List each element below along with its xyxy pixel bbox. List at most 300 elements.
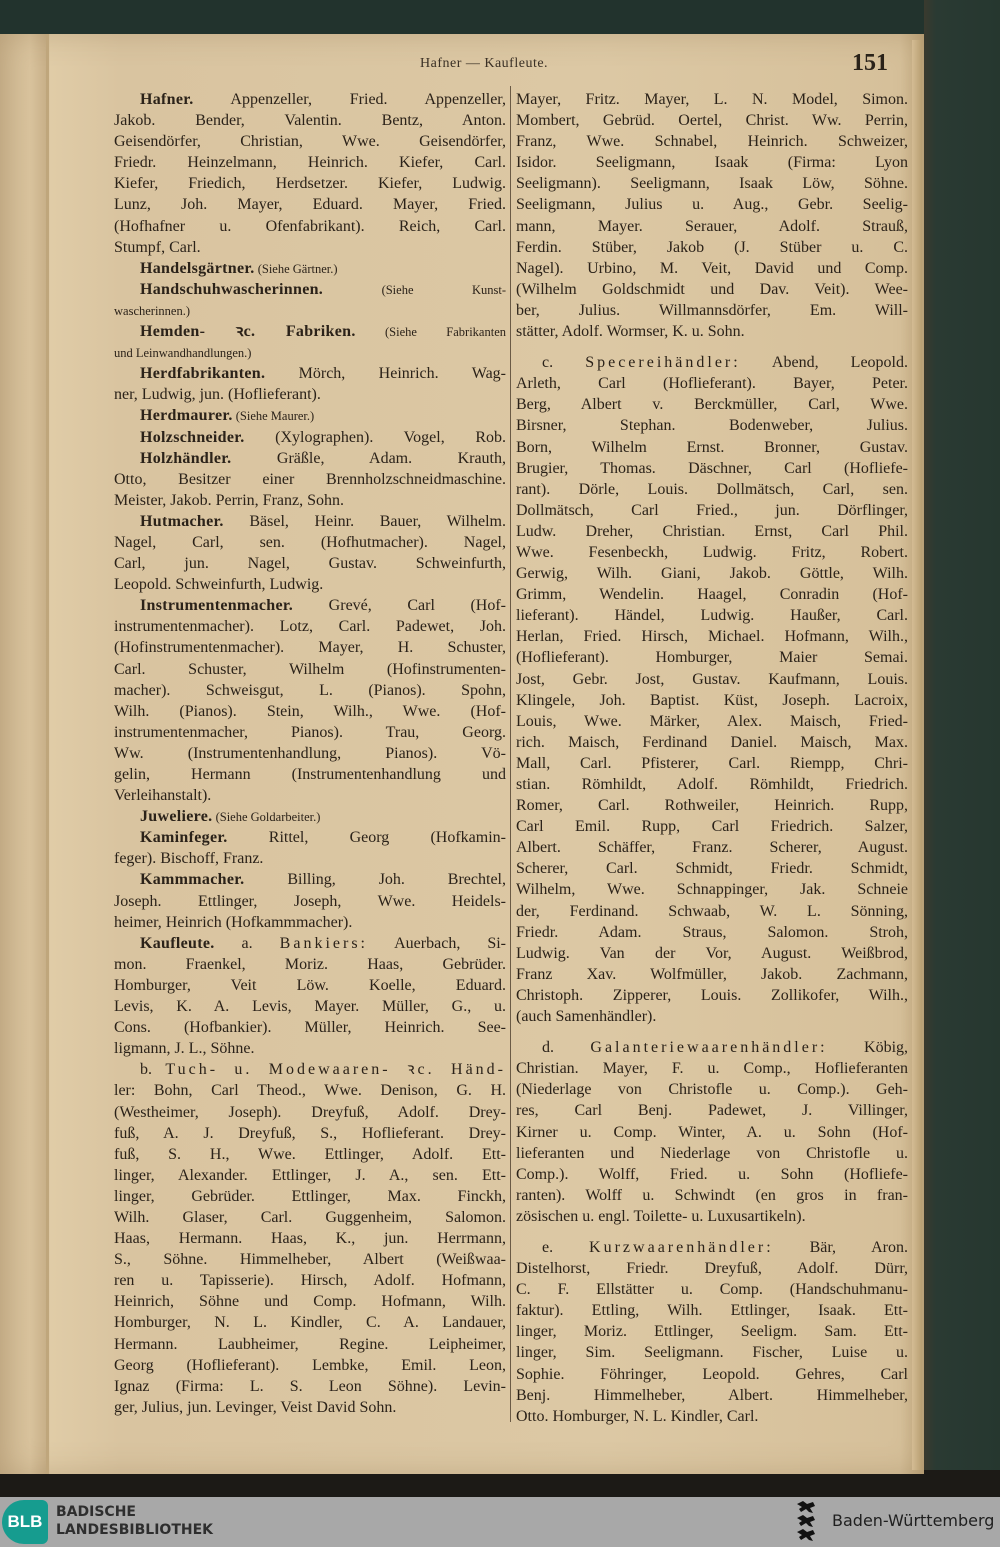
- text-line: [516, 795, 908, 816]
- text-line: [114, 363, 506, 384]
- text-line: [114, 1334, 506, 1355]
- text-line: [516, 753, 908, 774]
- entry-text: Wilh. Glaser, Carl. Guggenheim, Salomon.: [114, 1208, 506, 1226]
- text-line: [114, 1249, 506, 1270]
- entry-text: Otto, Besitzer einer Brennholzschneidmaschine.: [114, 470, 506, 488]
- entry-text: (Xylographen). Vogel, Rob.: [244, 428, 506, 446]
- text-line: [114, 912, 506, 933]
- directory-entry: [114, 321, 506, 363]
- entry-heading: Hemden- ꝛc. Fabriken.: [140, 323, 356, 341]
- directory-entry: [516, 352, 908, 1027]
- entry-text: Wilh. (Pianos). Stein, Wilh., Wwe. (Hof-: [114, 702, 506, 720]
- text-line: [114, 680, 506, 701]
- right-column: [516, 89, 908, 1427]
- text-line: [516, 647, 908, 668]
- entry-text: Meister, Jakob. Perrin, Franz, Sohn.: [114, 491, 344, 509]
- entry-text: Christoph. Zipperer, Louis. Zollikofer, Wilh.,: [516, 986, 908, 1004]
- directory-entry: [114, 89, 506, 258]
- entry-text: macher). Schweisgut, L. (Pianos). Spohn,: [114, 681, 506, 699]
- entry-text: zösischen u. engl. Toilette- u. Luxusartikeln).: [516, 1207, 806, 1225]
- entry-text: C. F. Ellstätter u. Comp. (Handschuhmanu-: [516, 1281, 908, 1299]
- text-line: [516, 458, 908, 479]
- entry-text: Georg (Hoflieferant). Lembke, Emil. Leon,: [114, 1356, 506, 1374]
- text-line: [114, 384, 506, 405]
- directory-entry: [114, 827, 506, 869]
- entry-text: stian. Römhildt, Adolf. Römhildt, Friedrich.: [516, 776, 908, 793]
- blb-logo[interactable]: BLB: [2, 1500, 48, 1544]
- text-line: [516, 194, 908, 215]
- entry-text: (Siehe Goldarbeiter.): [212, 810, 321, 825]
- footer-bar: [0, 1497, 1000, 1547]
- text-line: [516, 1206, 908, 1227]
- text-line: [516, 985, 908, 1006]
- text-line: [114, 1080, 506, 1101]
- text-line: [516, 901, 908, 922]
- column-divider: [510, 86, 511, 1422]
- entry-text: Albert. Schäffer, Franz. Scherer, August.: [516, 839, 908, 857]
- text-line: [114, 511, 506, 532]
- entry-text: Arleth, Carl (Hoflieferant). Bayer, Peter.: [516, 375, 908, 393]
- entry-heading: Holzhändler.: [140, 449, 232, 467]
- directory-entry: [114, 258, 506, 279]
- text-line: [516, 1321, 908, 1342]
- text-line: [516, 258, 908, 279]
- text-line: [114, 785, 506, 806]
- entry-text: Klingele, Joh. Baptist. Küst, Joseph. Lacroix,: [516, 691, 908, 709]
- directory-entry: [114, 1059, 506, 1418]
- text-line: [114, 532, 506, 553]
- entry-text: Scherer, Carl. Schmidt, Friedr. Schmidt,: [516, 860, 908, 878]
- text-line: [114, 1355, 506, 1376]
- section-letter: a.: [214, 934, 280, 952]
- text-line: [516, 943, 908, 964]
- text-line: [516, 1237, 908, 1258]
- entry-text: Birsner, Stephan. Bodenweber, Julius.: [516, 417, 908, 435]
- entry-heading: Handelsgärtner.: [140, 259, 255, 277]
- entry-text: (Hofhafner u. Ofenfabrikant). Reich, Carl.: [114, 217, 506, 235]
- text-line: [516, 922, 908, 943]
- left-column: [114, 89, 506, 1418]
- entry-text: wascherinnen.): [114, 303, 191, 318]
- entry-text: Homburger, Veit Löw. Koelle, Eduard.: [114, 976, 506, 994]
- entry-text: Gräßle, Adam. Krauth,: [231, 449, 506, 467]
- entry-text: Jost, Gebr. Jost, Gustav. Kaufmann, Louis.: [516, 670, 908, 688]
- entry-text: Bäsel, Heinr. Bauer, Wilhelm.: [223, 512, 506, 530]
- entry-text: ler: Bohn, Carl Theod., Wwe. Denison, G. H.: [114, 1082, 506, 1100]
- text-line: [114, 764, 506, 785]
- entry-text: Otto. Homburger, N. L. Kindler, Carl.: [516, 1407, 759, 1425]
- text-line: [114, 321, 506, 342]
- text-line: [114, 173, 506, 194]
- text-line: [516, 1279, 908, 1300]
- text-line: [516, 110, 908, 131]
- entry-text: Kirner u. Comp. Winter, A. u. Sohn (Hof-: [516, 1123, 908, 1141]
- text-line: [516, 1258, 908, 1279]
- page-edge: [912, 40, 922, 1470]
- text-line: [516, 669, 908, 690]
- directory-entry: [516, 1037, 908, 1227]
- entry-text: Mombert, Gebrüd. Oertel, Christ. Ww. Perrin,: [516, 112, 908, 130]
- text-line: [516, 521, 908, 542]
- text-line: [516, 152, 908, 173]
- entry-text: rant). Dörle, Louis. Dollmätsch, Carl, sen.: [516, 480, 908, 498]
- coat-of-arms-lions-icon: [794, 1500, 818, 1544]
- text-line: [114, 469, 506, 490]
- entry-text: Brugier, Thomas. Däschner, Carl (Hofliefe-: [516, 459, 908, 477]
- text-line: [114, 300, 506, 321]
- directory-entry: [114, 511, 506, 595]
- entry-text: (Wilhelm Goldschmidt und Dav. Veit). Wee-: [516, 280, 908, 298]
- text-line: [516, 89, 908, 110]
- entry-heading: Handschuhwascherinnen.: [140, 280, 324, 298]
- section-label: Galanteriewaarenhändler:: [590, 1039, 828, 1057]
- text-line: [114, 722, 506, 743]
- text-line: [516, 500, 908, 521]
- entry-text: Ferdin. Stüber, Jakob (J. Stüber u. C.: [516, 238, 908, 256]
- entry-heading: Holzschneider.: [140, 428, 245, 446]
- text-line: [516, 626, 908, 647]
- section-label: Specereihändler:: [585, 354, 741, 372]
- entry-text: ligmann, J. L., Söhne.: [114, 1040, 255, 1058]
- entry-text: Benj. Himmelheber, Albert. Himmelheber,: [516, 1386, 908, 1404]
- entry-text: Heinrich, Söhne und Comp. Hofmann, Wilh.: [114, 1293, 506, 1311]
- text-line: [114, 1102, 506, 1123]
- text-line: [114, 490, 506, 511]
- text-line: [114, 1123, 506, 1144]
- directory-entry: [114, 427, 506, 448]
- entry-text: Romer, Carl. Rothweiler, Heinrich. Rupp,: [516, 797, 908, 815]
- text-line: [114, 701, 506, 722]
- entry-text: Haas, Hermann. Haas, K., jun. Herrmann,: [114, 1230, 506, 1248]
- entry-text: Friedr. Adam. Straus, Salomon. Stroh,: [516, 923, 908, 941]
- entry-text: (Siehe Fabrikanten: [355, 325, 506, 340]
- section-label: Tuch- u. Modewaaren- ꝛc. Händ-: [165, 1061, 506, 1079]
- text-line: [114, 1376, 506, 1397]
- text-line: [516, 1342, 908, 1363]
- directory-entry: [114, 448, 506, 511]
- text-line: [114, 933, 506, 954]
- directory-entry: [114, 405, 506, 426]
- text-line: [114, 448, 506, 469]
- entry-text: Carl Emil. Rupp, Carl Friedrich. Salzer,: [516, 818, 908, 836]
- entry-text: Isidor. Seeligmann, Isaak (Firma: Lyon: [516, 154, 908, 172]
- text-line: [114, 237, 506, 258]
- entry-heading: Kaufleute.: [140, 934, 215, 952]
- text-line: [114, 258, 506, 279]
- entry-text: Carl, jun. Nagel, Gustav. Schweinfurth,: [114, 555, 506, 573]
- entry-text: (Siehe Gärtner.): [254, 261, 338, 276]
- entry-text: Grevé, Carl (Hof-: [293, 597, 506, 615]
- entry-text: Mörch, Heinrich. Wag-: [265, 365, 506, 383]
- entry-text: (Siehe Kunst-: [323, 282, 506, 297]
- text-line: [114, 152, 506, 173]
- directory-entry: [114, 279, 506, 321]
- entry-text: Ignaz (Firma: L. S. Leon Söhne). Levin-: [114, 1377, 506, 1395]
- text-line: [516, 415, 908, 436]
- entry-text: Nagel). Urbino, M. Veit, David und Comp.: [516, 259, 908, 277]
- text-line: [114, 637, 506, 658]
- book-cover-bottom: [0, 1470, 1000, 1497]
- text-line: [516, 584, 908, 605]
- entry-text: Joseph. Ettlinger, Joseph, Wwe. Heidels-: [114, 892, 506, 910]
- state-name[interactable]: Baden-Württemberg: [832, 1511, 995, 1530]
- entry-text: Christian. Mayer, F. u. Comp., Hoflieferanten: [516, 1060, 908, 1078]
- text-line: [516, 1185, 908, 1206]
- text-line: [114, 1165, 506, 1186]
- text-line: [114, 427, 506, 448]
- text-line: [114, 1270, 506, 1291]
- text-line: [516, 173, 908, 194]
- entry-text: Jakob. Bender, Valentin. Bentz, Anton.: [114, 112, 506, 130]
- text-line: [114, 954, 506, 975]
- text-line: [114, 1312, 506, 1333]
- section-letter: c.: [542, 354, 586, 372]
- entry-text: linger, Moriz. Ettlinger, Seeligm. Sam. Ett-: [516, 1323, 908, 1341]
- text-line: [516, 732, 908, 753]
- entry-text: Dollmätsch, Carl Fried., jun. Dörflinger,: [516, 501, 908, 519]
- section-label: Bankiers:: [279, 934, 368, 952]
- entry-text: fuß, A. J. Dreyfuß, S., Hoflieferant. Drey-: [114, 1124, 506, 1142]
- entry-heading: Hafner.: [140, 91, 194, 108]
- entry-text: ranten). Wolff u. Schwindt (en gros in fran-: [516, 1186, 908, 1204]
- text-line: [516, 690, 908, 711]
- entry-text: (Hoflieferant). Homburger, Maier Semai.: [516, 649, 908, 667]
- entry-text: ner, Ludwig, jun. (Hoflieferant).: [114, 386, 321, 404]
- text-line: [114, 131, 506, 152]
- text-line: [114, 1144, 506, 1165]
- text-line: [516, 837, 908, 858]
- entry-text: instrumentenmacher, Pianos). Trau, Georg.: [114, 723, 506, 741]
- text-line: [114, 595, 506, 616]
- text-line: [516, 1143, 908, 1164]
- entry-heading: Kaminfeger.: [140, 829, 228, 847]
- directory-entry: [114, 806, 506, 827]
- entry-text: Auerbach, Si-: [368, 934, 506, 952]
- text-line: [114, 743, 506, 764]
- running-title: Hafner — Kaufleute.: [420, 56, 549, 71]
- library-name-line2: LANDESBIBLIOTHEK: [56, 1522, 214, 1538]
- entry-text: Cons. (Hofbankier). Müller, Heinrich. See-: [114, 1019, 506, 1037]
- text-line: [114, 342, 506, 363]
- entry-text: Berg, Albert v. Berckmüller, Carl, Wwe.: [516, 396, 908, 414]
- entry-text: Seeligmann, Julius u. Aug., Gebr. Seelig-: [516, 196, 908, 214]
- text-line: [114, 659, 506, 680]
- section-letter: e.: [542, 1238, 590, 1256]
- text-line: [114, 1207, 506, 1228]
- directory-entry: [114, 933, 506, 1060]
- text-line: [516, 563, 908, 584]
- text-line: [114, 996, 506, 1017]
- entry-text: Comp.). Wolff, Fried. u. Sohn (Hofliefe-: [516, 1165, 908, 1183]
- entry-text: mon. Fraenkel, Moriz. Haas, Gebrüder.: [114, 955, 506, 973]
- text-line: [114, 848, 506, 869]
- text-line: [114, 1059, 506, 1080]
- text-line: [516, 711, 908, 732]
- entry-text: (Westheimer, Joseph). Dreyfuß, Adolf. Drey-: [114, 1103, 506, 1121]
- entry-text: Rittel, Georg (Hofkamin-: [227, 829, 506, 847]
- entry-heading: Herdmaurer.: [140, 407, 233, 425]
- entry-text: linger, Gebrüder. Ettlinger, Max. Finckh,: [114, 1187, 506, 1205]
- directory-entry: [114, 869, 506, 932]
- entry-text: (Niederlage von Christofle u. Comp.). Geh-: [516, 1081, 908, 1099]
- text-line: [114, 194, 506, 215]
- text-line: [516, 321, 908, 342]
- entry-text: Carl. Schuster, Wilhelm (Hofinstrumenten-: [114, 660, 506, 678]
- text-line: [114, 1291, 506, 1312]
- entry-text: Köbig,: [827, 1039, 908, 1057]
- text-line: [114, 806, 506, 827]
- text-line: [516, 879, 908, 900]
- library-name[interactable]: [56, 1503, 213, 1539]
- text-line: [516, 1122, 908, 1143]
- text-line: [114, 216, 506, 237]
- entry-text: Abend, Leopold.: [740, 354, 908, 372]
- entry-text: (Hofinstrumentenmacher). Mayer, H. Schuster,: [114, 639, 506, 657]
- directory-entry: [114, 363, 506, 405]
- entry-text: Homburger, N. L. Kindler, C. A. Landauer,: [114, 1314, 506, 1332]
- entry-text: lieferant). Händel, Ludwig. Haußer, Carl.: [516, 607, 908, 625]
- entry-text: Ww. (Instrumentenhandlung, Pianos). Vö-: [114, 744, 506, 762]
- entry-text: Friedr. Heinzelmann, Heinrich. Kiefer, Carl.: [114, 154, 506, 172]
- text-line: [114, 1038, 506, 1059]
- text-line: [516, 437, 908, 458]
- entry-text: Nagel, Carl, sen. (Hofhutmacher). Nagel,: [114, 533, 506, 551]
- text-line: [516, 605, 908, 626]
- text-line: [516, 1079, 908, 1100]
- text-line: [516, 1164, 908, 1185]
- entry-text: (auch Samenhändler).: [516, 1008, 657, 1026]
- directory-entry: [516, 89, 908, 342]
- text-line: [114, 891, 506, 912]
- entry-text: Herlan, Fried. Hirsch, Michael. Hofmann, Wilh.,: [516, 628, 908, 646]
- entry-text: Wilhelm, Wwe. Schnappinger, Jak. Schneie: [516, 881, 908, 899]
- text-line: [114, 1397, 506, 1418]
- text-line: [114, 616, 506, 637]
- text-line: [114, 405, 506, 426]
- page-fold: [46, 34, 49, 1474]
- entry-text: Born, Wilhelm Ernst. Bronner, Gustav.: [516, 438, 908, 456]
- text-line: [516, 774, 908, 795]
- section-label: Kurzwaarenhändler:: [589, 1238, 774, 1256]
- text-line: [114, 110, 506, 131]
- text-line: [516, 1385, 908, 1406]
- text-line: [114, 553, 506, 574]
- entry-text: res, Carl Benj. Padewet, J. Villinger,: [516, 1102, 908, 1120]
- text-line: [516, 542, 908, 563]
- entry-text: linger, Alexander. Ettlinger, J. A., sen. Ett-: [114, 1166, 506, 1184]
- text-line: [114, 574, 506, 595]
- directory-entry: [516, 1237, 908, 1427]
- text-line: [516, 1300, 908, 1321]
- section-letter: d.: [542, 1039, 591, 1057]
- entry-text: mann, Mayer. Serauer, Adolf. Strauß,: [516, 217, 908, 235]
- entry-text: ger, Julius, jun. Levinger, Veist David Sohn.: [114, 1398, 397, 1416]
- text-line: [516, 394, 908, 415]
- entry-text: Hermann. Laubheimer, Regine. Leipheimer,: [114, 1335, 506, 1353]
- entry-heading: Juweliere.: [140, 808, 213, 826]
- entry-text: Sophie. Föhringer, Leopold. Gehres, Carl: [516, 1365, 908, 1383]
- text-line: [516, 1364, 908, 1385]
- text-line: [516, 816, 908, 837]
- text-line: [114, 1017, 506, 1038]
- entry-text: S., Söhne. Himmelheber, Albert (Weißwaa-: [114, 1251, 506, 1269]
- directory-entry: [114, 595, 506, 806]
- entry-text: Grimm, Wendelin. Haagel, Conradin (Hof-: [516, 586, 908, 604]
- text-line: [516, 1058, 908, 1079]
- entry-text: Ludwig. Van der Vor, August. Weißbrod,: [516, 944, 908, 962]
- entry-text: linger, Sim. Seeligmann. Fischer, Luise u.: [516, 1344, 908, 1362]
- entry-heading: Hutmacher.: [140, 512, 224, 530]
- text-line: [516, 1037, 908, 1058]
- entry-heading: Kammmacher.: [140, 871, 245, 889]
- entry-text: Mall, Carl. Pfisterer, Carl. Riempp, Chri-: [516, 754, 908, 772]
- text-line: [516, 1406, 908, 1427]
- text-line: [114, 279, 506, 300]
- entry-text: Lunz, Joh. Mayer, Eduard. Mayer, Fried.: [114, 196, 506, 214]
- entry-heading: Herdfabrikanten.: [140, 365, 266, 383]
- entry-text: Distelhorst, Friedr. Dreyfuß, Adolf. Dürr,: [516, 1260, 908, 1278]
- entry-heading: Instrumentenmacher.: [140, 597, 294, 615]
- entry-text: Levis, K. A. Levis, Mayer. Müller, G., u.: [114, 998, 506, 1016]
- entry-text: ber, Julius. Willmannsdörfer, Em. Will-: [516, 301, 908, 319]
- entry-text: ren u. Tapisserie). Hirsch, Adolf. Hofmann,: [114, 1272, 506, 1290]
- text-line: [516, 131, 908, 152]
- entry-text: fuß, S. H., Wwe. Ettlinger, Adolf. Ett-: [114, 1145, 506, 1163]
- entry-text: Wwe. Fesenbeckh, Ludwig. Fritz, Robert.: [516, 543, 908, 561]
- section-letter: b.: [140, 1061, 166, 1079]
- entry-text: (Siehe Maurer.): [232, 409, 315, 424]
- text-line: [516, 352, 908, 373]
- entry-text: Verleihanstalt).: [114, 787, 212, 805]
- text-line: [114, 1228, 506, 1249]
- text-line: [114, 827, 506, 848]
- text-line: [114, 869, 506, 890]
- entry-text: Kiefer, Friedich, Herdsetzer. Kiefer, Ludwig.: [114, 175, 506, 193]
- text-line: [516, 216, 908, 237]
- page-number: 151: [852, 50, 888, 76]
- text-line: [114, 975, 506, 996]
- entry-text: Louis, Wwe. Märker, Alex. Maisch, Fried-: [516, 712, 908, 730]
- text-line: [516, 1100, 908, 1121]
- entry-text: rich. Maisch, Ferdinand Daniel. Maisch, Max.: [516, 733, 908, 751]
- entry-text: heimer, Heinrich (Hofkammmacher).: [114, 913, 353, 931]
- text-line: [516, 858, 908, 879]
- text-line: [516, 237, 908, 258]
- entry-text: Mayer, Fritz. Mayer, L. N. Model, Simon.: [516, 91, 908, 108]
- text-line: [516, 1006, 908, 1027]
- entry-text: gelin, Hermann (Instrumentenhandlung und: [114, 766, 506, 783]
- entry-text: faktur). Ettling, Wilh. Ettlinger, Isaak. Ett-: [516, 1302, 908, 1320]
- entry-text: und Leinwandhandlungen.): [114, 346, 252, 361]
- text-line: [516, 964, 908, 985]
- entry-text: Ludw. Dreher, Christian. Ernst, Carl Phil.: [516, 522, 908, 540]
- entry-text: Gerwig, Wilh. Giani, Jakob. Göttle, Wilh.: [516, 565, 908, 583]
- entry-text: Franz Xav. Wolfmüller, Jakob. Zachmann,: [516, 965, 908, 983]
- text-line: [516, 300, 908, 321]
- entry-text: Bär, Aron.: [773, 1238, 908, 1256]
- entry-text: Franz, Wwe. Schnabel, Heinrich. Schweizer,: [516, 133, 908, 151]
- entry-text: Billing, Joh. Brechtel,: [244, 871, 506, 889]
- text-line: [516, 373, 908, 394]
- entry-text: Geisendörfer, Christian, Wwe. Geisendörfer,: [114, 133, 506, 151]
- book-cover-top: [0, 0, 1000, 36]
- book-cover-right: [924, 0, 1000, 1497]
- library-name-line1: BADISCHE: [56, 1504, 136, 1520]
- entry-text: Appenzeller, Fried. Appenzeller,: [193, 91, 506, 108]
- entry-text: Stumpf, Carl.: [114, 238, 201, 256]
- entry-text: der, Ferdinand. Schwaab, W. L. Sönning,: [516, 902, 908, 920]
- entry-text: Leopold. Schweinfurth, Ludwig.: [114, 576, 324, 594]
